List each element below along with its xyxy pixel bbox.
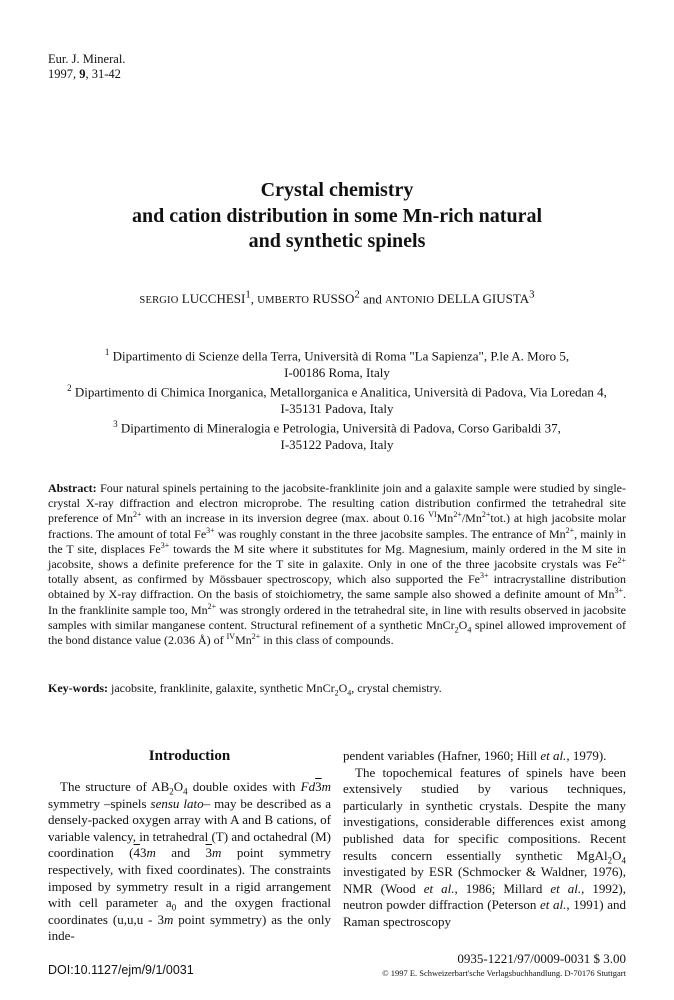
affiliation-2-line-1: Dipartimento di Chimica Inorganica, Metallorganica e Analitica, Università di Padova, Via Loredan 4, xyxy=(74,384,607,400)
intro-paragraph-1: The structure of $AB_2O_4$ double oxides with Fd3m symmetry –spinels sensu lato– may be described as a densely-packed oxygen array with A and B cations, of variable valency, in tetrahedral (T) and octahedral (M) coordination (43m and 3m point symmetry respectively, with fixed coordinates). The constraints imposed by symmetry result in a rigid arrangement with cell parameter $a_0$ and the oxygen fractional coordinates (u,u,u - 3m point symmetry) as the only inde- xyxy=(48,779,332,944)
affiliation-1 xyxy=(0,344,674,381)
affiliation-3-line-2: I-35122 Padova, Italy xyxy=(280,437,394,453)
journal-pages: , 31-42 xyxy=(85,67,121,81)
author-1-sup: 1 xyxy=(245,289,251,301)
author-1 xyxy=(139,291,250,306)
journal-volume: 9 xyxy=(79,67,86,81)
author-2-last: RUSSO xyxy=(312,291,355,307)
author-3-first: ANTONIO xyxy=(385,295,435,307)
body-column-left xyxy=(48,779,331,945)
affiliation-3-line-1: Dipartimento di Mineralogia e Petrologia, Università di Padova, Corso Garibaldi 37, xyxy=(120,420,561,436)
abstract-label: Abstract: xyxy=(48,481,97,495)
section-heading-introduction: Introduction xyxy=(148,748,231,764)
affiliation-3-sup: 3 xyxy=(113,419,118,429)
author-2-sup: 2 xyxy=(354,289,360,301)
intro-paragraph-2: The topochemical features of spinels have been extensively studied by various techniques, particularly in synthetic crystals. Despite the many investigations, considerable differences exist among published data for specific compositions. Recent results concern essentially synthetic $MgAl_2O_4$ investigated by ESR (Schmocker & Waldner, 1976), NMR (Wood et al., 1986; Millard et al., 1992), neutron powder diffraction (Peterson et al., 1991) and Raman spectroscopy xyxy=(343,764,626,929)
author-2 xyxy=(257,291,360,306)
journal-name: Eur. J. Mineral. xyxy=(48,52,126,66)
abstract: Abstract: Four natural spinels pertaining to the jacobsite-franklinite join and a galaxite sample were studied by single-crystal X-ray diffraction and electron microprobe. The resulting cation distribution confirmed the tetrahedral site preference of $Mn^{2+}$ with an increase in its inversion degree (max. about 0.16 $^{VI}Mn^{2+}/Mn^{2+}tot$.) at high jacobsite molar fractions. The amount of total $Fe^{3+}$ was roughly constant in the three jacobsite samples. The entrance of $Mn^{2+}$, mainly in the T site, displaces $Fe^{3+}$ towards the M site where it substitutes for Mg. Magnesium, mainly ordered in the M site in jacobsite, shows a definite preference for the T site in galaxite. Only in one of the three jacobsite crystals was $Fe^{2+}$ totally absent, as confirmed by Mössbauer spectroscopy, which also supported the $Fe^{3+}$ intracrystalline distribution obtained by X-ray diffraction. On the basis of stoichiometry, the same sample also showed a definite amount of $Mn^{3+}$. In the franklinite sample too, $Mn^{2+}$ was strongly ordered in the tetrahedral site, in line with results observed in jacobsite samples with similar manganese content. Structural refinement of a synthetic $MnCr_2O_4$ spinel allowed improvement of the bond distance value (2.036 Å) of $^{IV}Mn^{2+}$ in this class of compounds. xyxy=(48,481,627,648)
author-3-last: DELLA GIUSTA xyxy=(437,291,530,307)
author-1-last: LUCCHESI xyxy=(181,291,246,307)
affiliation-2-sup: 2 xyxy=(67,383,72,393)
paper-title xyxy=(0,178,674,255)
author-separator-2: and xyxy=(359,291,386,307)
author-separator-1: , xyxy=(250,291,258,307)
author-1-first: SERGIO xyxy=(139,295,179,307)
keywords: Key-words: jacobsite, franklinite, galaxite, synthetic $MnCr_2O_4$, crystal chemistry. xyxy=(48,681,442,698)
affiliation-1-line-1: Dipartimento di Scienze della Terra, Università di Roma "La Sapienza", P.le A. Moro 5, xyxy=(112,348,570,364)
author-3 xyxy=(385,291,534,306)
journal-volume-line xyxy=(48,67,125,82)
author-list xyxy=(0,289,674,307)
affiliation-1-sup: 1 xyxy=(104,347,110,357)
issn-price: 0935-1221/97/0009-0031 $ 3.00 xyxy=(457,951,626,966)
affiliation-3 xyxy=(0,416,674,453)
intro-paragraph-1-continued: pendent variables (Hafner, 1960; Hill et al., 1979). xyxy=(343,748,607,763)
affiliation-2 xyxy=(0,380,674,417)
title-line-1: Crystal chemistry xyxy=(260,179,414,201)
title-line-3: and synthetic spinels xyxy=(248,230,426,252)
author-3-sup: 3 xyxy=(529,289,535,301)
keywords-label: Key-words: xyxy=(48,681,108,695)
doi: DOI:10.1127/ejm/9/1/0031 xyxy=(48,963,194,977)
journal-year: 1997, xyxy=(48,67,77,81)
affiliation-1-line-2: I-00186 Roma, Italy xyxy=(284,365,390,381)
affiliation-2-line-2: I-35131 Padova, Italy xyxy=(280,401,394,417)
title-line-2: and cation distribution in some Mn-rich natural xyxy=(131,204,543,227)
body-column-right xyxy=(343,748,626,931)
author-2-first: UMBERTO xyxy=(257,295,310,307)
copyright-notice: © 1997 E. Schweizerbart'sche Verlagsbuchhandlung. D-70176 Stuttgart xyxy=(382,968,626,978)
journal-citation xyxy=(48,52,125,82)
